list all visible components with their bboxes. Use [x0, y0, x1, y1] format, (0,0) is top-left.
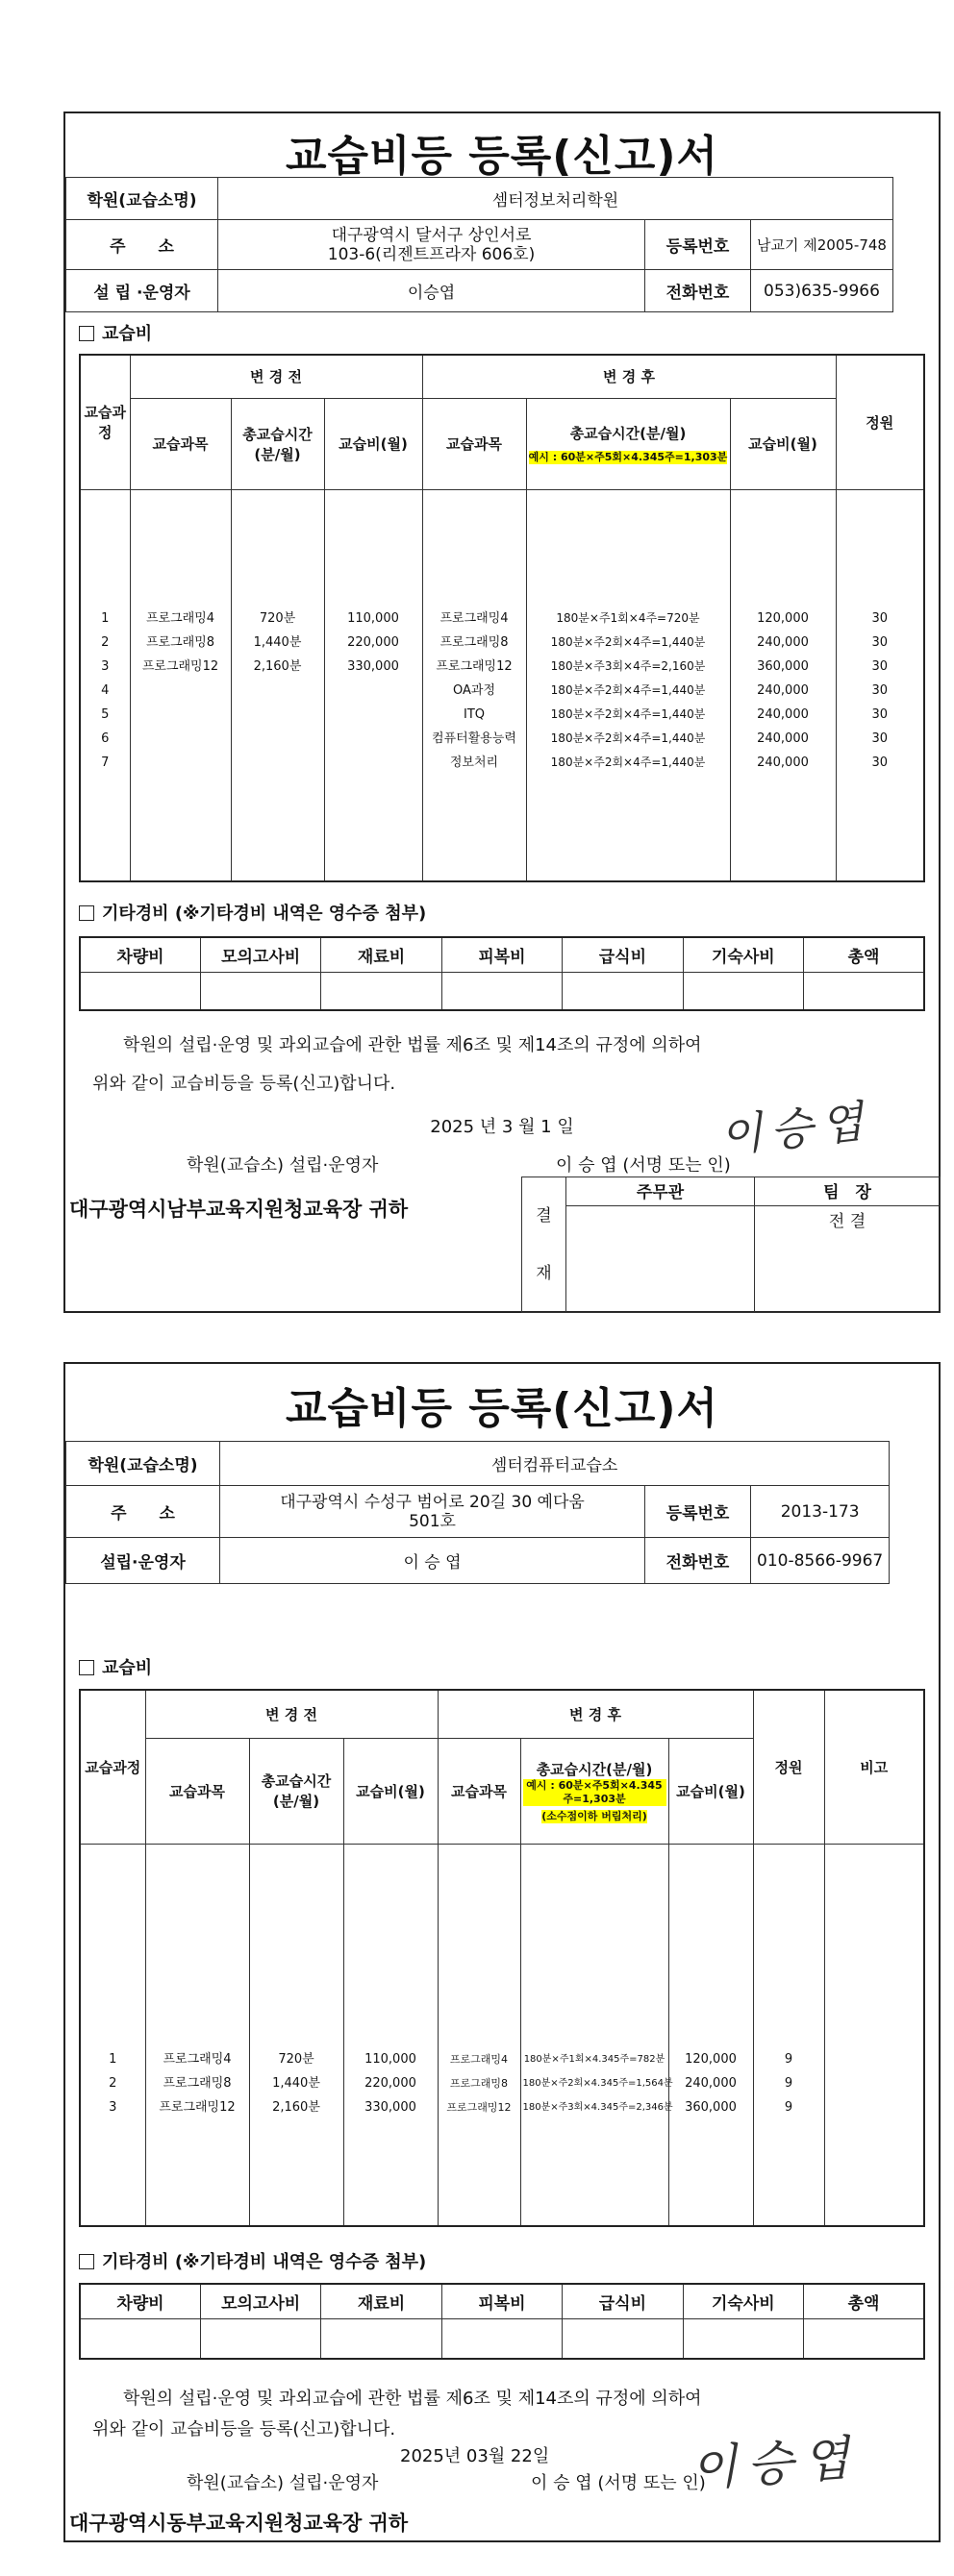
- cell-bs: 프로그래밍8: [145, 635, 215, 650]
- etc-header: 모의고사비: [200, 937, 320, 972]
- cell-bf: [327, 751, 420, 775]
- address-line1: 대구광역시 수성구 범어로 20길 30 예다움: [280, 1492, 585, 1512]
- cell-bf: 220,000: [347, 635, 399, 650]
- cell-no: 1: [101, 611, 110, 626]
- cell-bf: 330,000: [364, 2100, 416, 2115]
- before-header: 변 경 전: [130, 355, 422, 398]
- cell-bf: 220,000: [364, 2076, 416, 2091]
- cell-ah: 180분×주2회×4주=1,440분: [550, 683, 706, 697]
- cell-as: 프로그래밍4: [439, 611, 509, 626]
- col-fee-before: [324, 489, 422, 881]
- checkbox-icon: [79, 2254, 94, 2269]
- hours-after-header: 총교습시간(분/월): [536, 1760, 653, 1778]
- reg-label: 등록번호: [645, 1486, 751, 1538]
- addressee: 대구광역시남부교육지원청교육장 귀하: [69, 1198, 409, 1221]
- signer: 이 승 엽 (서명 또는 인): [531, 2473, 706, 2493]
- hours-header: 총교습시간(분/월): [249, 1738, 343, 1844]
- section-etc: 기타경비 (※기타경비 내역은 영수증 첨부): [79, 900, 426, 925]
- cell-cap: 30: [871, 755, 889, 770]
- cell-bs: 프로그래밍12: [159, 2100, 236, 2115]
- form-title: 교습비등 등록(신고)서: [285, 132, 719, 181]
- etc-header: 차량비: [80, 937, 200, 972]
- fee-table: [79, 1689, 925, 2227]
- col-remark: [824, 1844, 924, 2226]
- subject-after-header: 교습과목: [422, 398, 526, 489]
- academy-label: 학원(교습소명): [66, 1442, 220, 1486]
- fee-after-header: 교습비(월): [730, 398, 836, 489]
- capacity-header: 정원: [753, 1690, 824, 1844]
- founder-name: 이승엽: [218, 270, 645, 312]
- fee-header: 교습비(월): [324, 398, 422, 489]
- cell-no: 7: [101, 755, 110, 770]
- cell-as: 프로그래밍12: [446, 2101, 512, 2114]
- etc-header: 급식비: [563, 937, 683, 972]
- cell-ah: 180분×주2회×4주=1,440분: [550, 707, 706, 721]
- cell-af: 240,000: [757, 683, 809, 698]
- address-label: 주 소: [66, 1486, 220, 1538]
- cell-bh: 2,160분: [272, 2100, 320, 2115]
- example-note: 예시 : 60분×주5회×4.345주=1,303분: [528, 451, 728, 463]
- cell-bf: [327, 679, 420, 703]
- cell-ah: 180분×주1회×4주=720분: [556, 611, 700, 625]
- remark-header: 비고: [824, 1690, 924, 1844]
- col-course-no: [80, 1844, 145, 2226]
- reg-number: 2013-173: [751, 1486, 890, 1538]
- hours-after-header: 총교습시간(분/월): [569, 425, 687, 442]
- founder-label: 설 립 ·운영자: [66, 270, 218, 312]
- cell-no: 4: [101, 683, 110, 698]
- body-line1: 학원의 설립·운영 및 과외교습에 관한 법률 제6조 및 제14조의 규정에 의하여: [123, 1035, 702, 1055]
- fee-after-header: 교습비(월): [668, 1738, 753, 1844]
- checkbox-icon: [79, 326, 94, 341]
- cell-cap: 30: [871, 683, 889, 698]
- address-line1: 대구광역시 달서구 상인서로: [331, 225, 532, 245]
- etc-header: 급식비: [563, 2284, 683, 2318]
- col-hours-after: [520, 1844, 673, 2226]
- subject-header: 교습과목: [145, 1738, 249, 1844]
- col-course-no: [80, 489, 130, 881]
- col-hours-after: [526, 489, 730, 881]
- subject-header: 교습과목: [130, 398, 231, 489]
- reg-label: 등록번호: [645, 220, 751, 270]
- founder-label: 설립·운영자: [66, 1538, 220, 1584]
- header-table: [65, 1441, 890, 1584]
- col-hours-before: [249, 1844, 343, 2226]
- etc-header: 기숙사비: [683, 937, 803, 972]
- cell-af: 240,000: [685, 2076, 737, 2091]
- cell-bf: 110,000: [364, 2052, 416, 2067]
- body-line2: 위와 같이 교습비등을 등록(신고)합니다.: [92, 2419, 396, 2440]
- cell-bs: 프로그래밍4: [145, 611, 215, 626]
- etc-header: 재료비: [321, 937, 441, 972]
- form-title: 교습비등 등록(신고)서: [285, 1384, 719, 1433]
- date: 2025년 03월 22일: [400, 2446, 550, 2466]
- cell-cap: 9: [784, 2052, 793, 2067]
- cell-ah: 180분×주2회×4주=1,440분: [550, 635, 706, 649]
- cell-bs: [133, 703, 229, 727]
- approval-officer: 주무관: [566, 1177, 755, 1206]
- academy-name: 셈터컴퓨터교습소: [220, 1442, 890, 1486]
- founder-label-bottom: 학원(교습소) 설립·운영자: [187, 1155, 379, 1176]
- col-hours-before: [231, 489, 324, 881]
- fee-header: 교습비(월): [343, 1738, 438, 1844]
- phone-label: 전화번호: [645, 1538, 751, 1584]
- col-fee-after: [730, 489, 836, 881]
- col-subject-before: [130, 489, 231, 881]
- cell-no: 2: [101, 635, 110, 650]
- cell-cap: 30: [871, 707, 889, 722]
- address-line2: 103-6(리젠트프라자 606호): [327, 244, 536, 264]
- col-capacity: [836, 489, 924, 881]
- fee-registration-form-1: [63, 111, 941, 1313]
- example-note: 예시 : 60분×주5회×4.345주=1,303분: [523, 1779, 666, 1806]
- etc-header: 총액: [804, 937, 924, 972]
- phone-number: 010-8566-9967: [751, 1538, 890, 1584]
- cell-no: 3: [109, 2100, 117, 2115]
- cell-cap: 9: [784, 2076, 793, 2091]
- hours-header: 총교습시간(분/월): [231, 398, 324, 489]
- handwritten-signature: 이승엽: [689, 2429, 861, 2498]
- capacity-header: 정원: [836, 355, 924, 489]
- handwritten-signature: 이승엽: [716, 1094, 874, 1163]
- cell-cap: 30: [871, 611, 889, 626]
- cell-bh: [234, 703, 322, 727]
- cell-bh: [234, 679, 322, 703]
- col-capacity: [753, 1844, 824, 2226]
- fee-registration-form-2: [63, 1362, 941, 2542]
- cell-bh: [234, 751, 322, 775]
- cell-no: 1: [109, 2052, 117, 2067]
- cell-as: 프로그래밍8: [439, 635, 509, 650]
- approval-chief: 팀 장: [755, 1177, 941, 1206]
- academy-name: 셈터정보처리학원: [218, 178, 893, 220]
- cell-as: OA과정: [452, 683, 495, 698]
- col-subject-after: [422, 489, 526, 881]
- section-fee: 교습비: [79, 1654, 152, 1679]
- cell-cap: 9: [784, 2100, 793, 2115]
- academy-label: 학원(교습소명): [66, 178, 218, 220]
- addressee: 대구광역시동부교육지원청교육장 귀하: [69, 2512, 409, 2535]
- address-label: 주 소: [66, 220, 218, 270]
- section-etc: 기타경비 (※기타경비 내역은 영수증 첨부): [79, 2248, 426, 2273]
- cell-af: 240,000: [757, 755, 809, 770]
- cell-af: 240,000: [757, 707, 809, 722]
- founder-label-bottom: 학원(교습소) 설립·운영자: [187, 2473, 379, 2493]
- reg-number: 남교기 제2005-748: [751, 220, 893, 270]
- cell-cap: 30: [871, 659, 889, 674]
- approval-jae: 재: [536, 1264, 552, 1283]
- after-header: 변 경 후: [438, 1690, 753, 1738]
- cell-bh: [234, 727, 322, 751]
- before-header: 변 경 전: [145, 1690, 438, 1738]
- cell-bh: 720분: [278, 2052, 314, 2067]
- checkbox-icon: [79, 905, 94, 921]
- etc-header: 피복비: [441, 937, 562, 972]
- cell-bh: 1,440분: [253, 635, 302, 650]
- cell-af: 360,000: [685, 2100, 737, 2115]
- cell-cap: 30: [871, 731, 889, 746]
- cell-no: 6: [101, 731, 110, 746]
- address-line2: 501호: [409, 1511, 456, 1531]
- cell-bs: 프로그래밍4: [163, 2052, 232, 2067]
- col-fee-before: [343, 1844, 438, 2226]
- cell-ah: 180분×주3회×4주=2,160분: [550, 659, 706, 673]
- cell-bh: 2,160분: [253, 659, 302, 674]
- col-subject-before: [145, 1844, 249, 2226]
- checkbox-icon: [79, 1660, 94, 1675]
- cell-bf: 110,000: [347, 611, 399, 626]
- cell-no: 3: [101, 659, 110, 674]
- phone-number: 053)635-9966: [751, 270, 893, 312]
- etc-table: [79, 936, 925, 1011]
- cell-as: 정보처리: [449, 755, 499, 770]
- cell-ah: 180분×주1회×4.345주=782분: [523, 2054, 665, 2065]
- header-table: [65, 177, 893, 312]
- cell-af: 240,000: [757, 635, 809, 650]
- phone-label: 전화번호: [645, 270, 751, 312]
- cell-af: 240,000: [757, 731, 809, 746]
- date: 2025 년 3 월 1 일: [430, 1117, 574, 1137]
- cell-bs: [133, 727, 229, 751]
- etc-header: 재료비: [321, 2284, 441, 2318]
- example-note-2: (소수점이하 버림처리): [541, 1809, 647, 1822]
- cell-bs: 프로그래밍12: [141, 659, 219, 674]
- body-line1: 학원의 설립·운영 및 과외교습에 관한 법률 제6조 및 제14조의 규정에 의하여: [123, 2389, 702, 2409]
- col-subject-after: [438, 1844, 520, 2226]
- etc-header: 총액: [804, 2284, 924, 2318]
- cell-ah: 180분×주2회×4.345주=1,564분: [522, 2078, 673, 2089]
- founder-name: 이 승 엽: [220, 1538, 645, 1584]
- cell-bf: 330,000: [347, 659, 399, 674]
- cell-bs: [133, 751, 229, 775]
- subject-after-header: 교습과목: [438, 1738, 520, 1844]
- cell-bs: 프로그래밍8: [163, 2076, 232, 2091]
- cell-as: 컴퓨터활용능력: [432, 731, 516, 746]
- approval-note: 전 결: [755, 1206, 941, 1313]
- course-header: 교습과정: [80, 355, 130, 489]
- cell-no: 2: [109, 2076, 117, 2091]
- cell-ah: 180분×주2회×4주=1,440분: [550, 731, 706, 745]
- after-header: 변 경 후: [422, 355, 836, 398]
- cell-bf: [327, 703, 420, 727]
- cell-ah: 180분×주3회×4.345주=2,346분: [522, 2102, 673, 2113]
- etc-header: 모의고사비: [200, 2284, 320, 2318]
- cell-as: 프로그래밍12: [436, 659, 513, 674]
- cell-bh: 720분: [259, 611, 296, 626]
- cell-no: 5: [101, 707, 110, 722]
- etc-header: 기숙사비: [683, 2284, 803, 2318]
- fee-table: [79, 354, 925, 882]
- cell-bh: 1,440분: [272, 2076, 320, 2091]
- cell-as: ITQ: [463, 707, 485, 722]
- signer: 이 승 엽 (서명 또는 인): [556, 1155, 731, 1176]
- cell-as: 프로그래밍4: [449, 2053, 509, 2066]
- cell-as: 프로그래밍8: [449, 2077, 509, 2090]
- cell-af: 120,000: [757, 611, 809, 626]
- course-header: 교습과정: [80, 1690, 145, 1844]
- cell-ah: 180분×주2회×4주=1,440분: [550, 755, 706, 769]
- body-line2: 위와 같이 교습비등을 등록(신고)합니다.: [92, 1074, 396, 1094]
- col-fee-after: [668, 1844, 753, 2226]
- approval-gyeol: 결: [536, 1206, 552, 1226]
- etc-header: 피복비: [441, 2284, 562, 2318]
- etc-header: 차량비: [80, 2284, 200, 2318]
- cell-bf: [327, 727, 420, 751]
- approval-table: [521, 1177, 941, 1313]
- etc-table: [79, 2283, 925, 2360]
- cell-af: 120,000: [685, 2052, 737, 2067]
- cell-af: 360,000: [757, 659, 809, 674]
- section-fee: 교습비: [79, 320, 152, 345]
- cell-bs: [133, 679, 229, 703]
- cell-cap: 30: [871, 635, 889, 650]
